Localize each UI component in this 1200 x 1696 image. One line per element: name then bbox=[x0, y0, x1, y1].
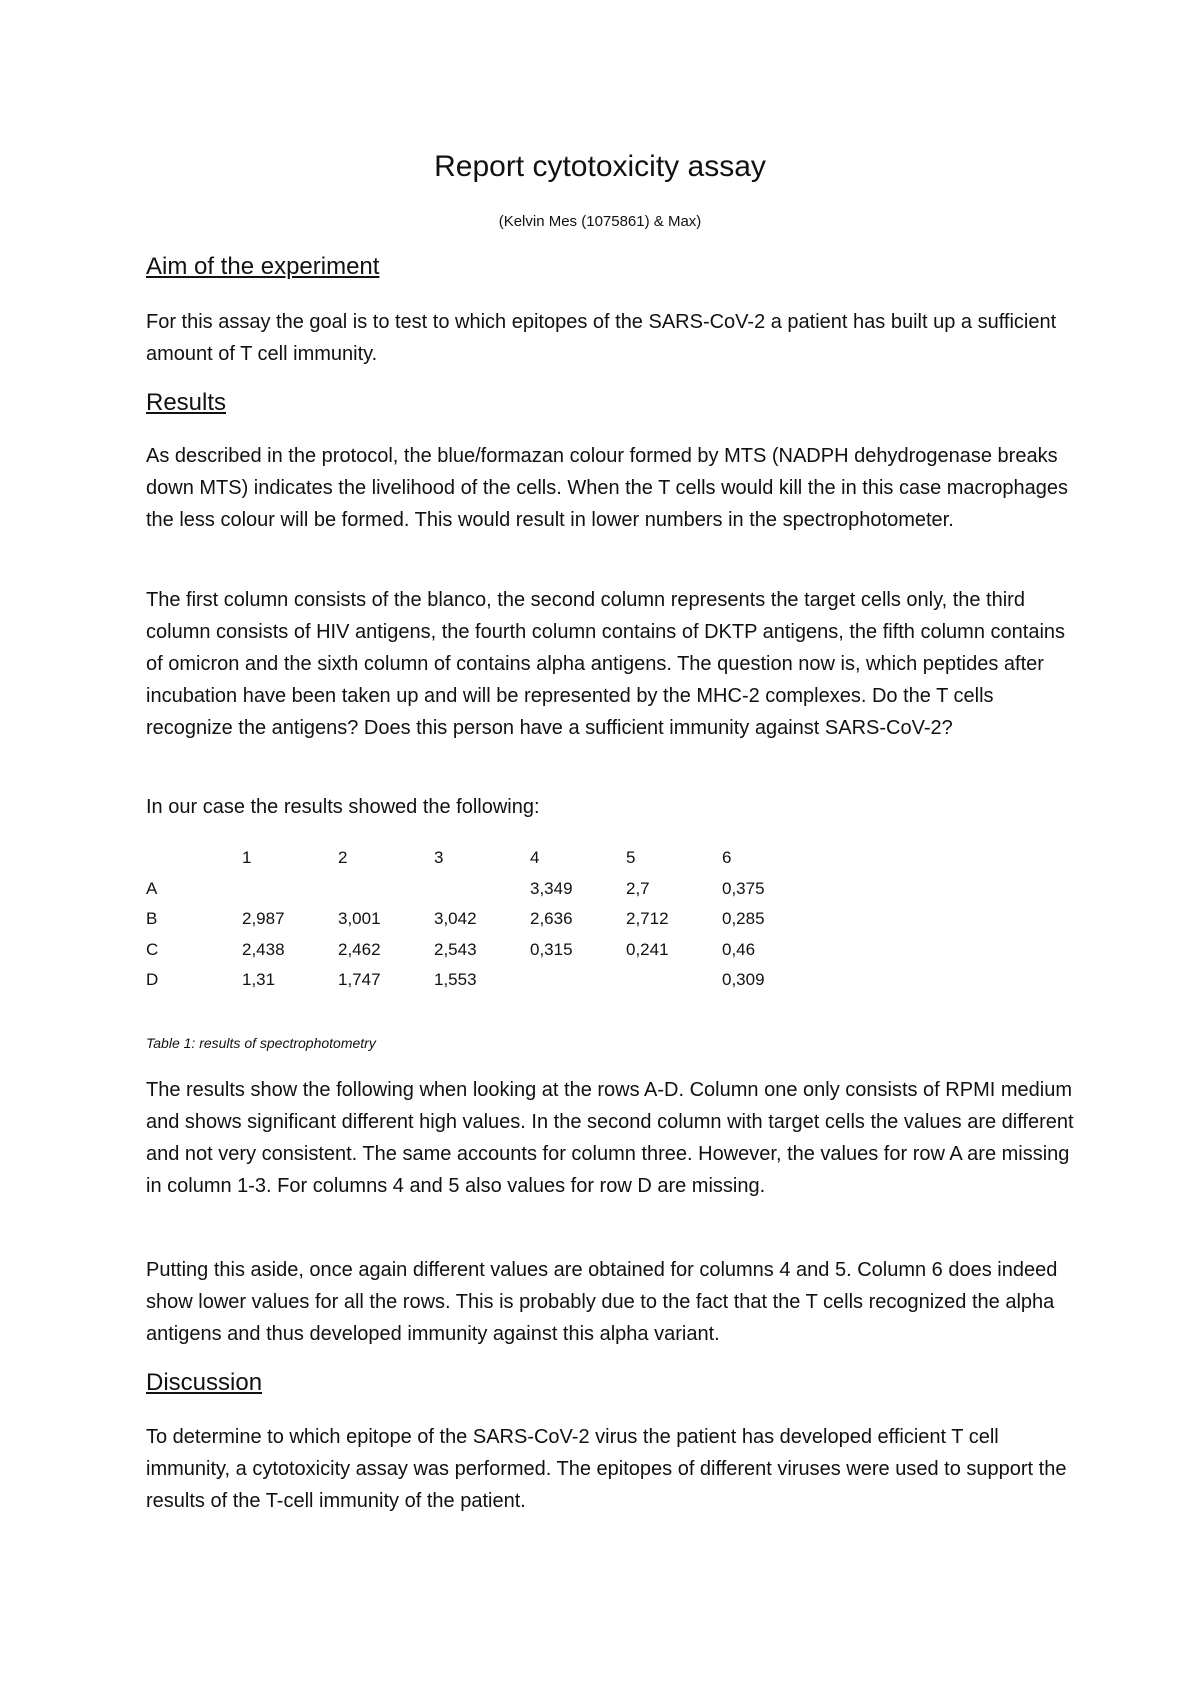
table-cell: 1,31 bbox=[242, 970, 276, 990]
table-cell: 3,001 bbox=[338, 909, 381, 929]
results-table bbox=[140, 843, 812, 996]
table-cell: 0,285 bbox=[722, 909, 765, 929]
table-cell: 3,042 bbox=[434, 909, 477, 929]
results-paragraph-4: The results show the following when looking at the rows A-D. Column one only consists of RPMI medium and shows significant different high values. In the second column with target cells the values are different and not very consistent. The same accounts for column three. However, the values for row A are missing in column 1-3. For columns 4 and 5 also values for row D are missing. bbox=[146, 1079, 1074, 1197]
table-cell bbox=[620, 965, 716, 996]
row-label: C bbox=[146, 939, 159, 959]
results-paragraph-1: As described in the protocol, the blue/formazan colour formed by MTS (NADPH dehydrogenase breaks down MTS) indicates the livelihood of the cells. When the T cells would kill the in this case macrophages the less colour will be formed. This would result in lower numbers in the spectrophotometer. bbox=[146, 445, 1068, 531]
table-cell: 2,636 bbox=[530, 909, 573, 929]
column-header: 1 bbox=[242, 848, 252, 868]
table-cell: 2,987 bbox=[242, 909, 285, 929]
table-cell bbox=[332, 874, 428, 905]
table-cell: 1,747 bbox=[338, 970, 381, 990]
page-title: Report cytotoxicity assay bbox=[434, 150, 766, 183]
aim-heading: Aim of the experiment bbox=[146, 253, 380, 280]
table-header-row bbox=[140, 843, 812, 874]
table-cell: 2,7 bbox=[626, 878, 650, 898]
discussion-paragraph: To determine to which epitope of the SARS-CoV-2 virus the patient has developed efficient T cell immunity, a cytotoxicity assay was performed. The epitopes of different viruses were used to support the results of the T-cell immunity of the patient. bbox=[146, 1426, 1067, 1512]
table-cell: 2,543 bbox=[434, 939, 477, 959]
table-cell: 2,712 bbox=[626, 909, 669, 929]
discussion-heading: Discussion bbox=[146, 1369, 263, 1396]
table-row bbox=[140, 904, 812, 935]
table-row bbox=[140, 935, 812, 966]
row-label: D bbox=[146, 970, 159, 990]
column-header: 6 bbox=[722, 848, 732, 868]
table-cell: 0,46 bbox=[722, 939, 756, 959]
table-corner-cell bbox=[140, 843, 236, 874]
column-header: 3 bbox=[434, 848, 444, 868]
table-cell bbox=[428, 874, 524, 905]
table-cell: 3,349 bbox=[530, 878, 573, 898]
table-cell bbox=[524, 965, 620, 996]
results-lead-text: In our case the results showed the following: bbox=[146, 796, 540, 818]
results-paragraph-2: The first column consists of the blanco, the second column represents the target cells only, the third column consists of HIV antigens, the fourth column contains of DKTP antigens, the fifth column contains of omicron and the sixth column of contains alpha antigens. The question now is, which peptides after incubation have been taken up and will be represented by the MHC-2 complexes. Do the T cells recognize the antigens? Does this person have a sufficient immunity against SARS-CoV-2? bbox=[146, 589, 1066, 739]
results-paragraph-5: Putting this aside, once again different values are obtained for columns 4 and 5. Column 6 does indeed show lower values for all the rows. This is probably due to the fact that the T cells recognized the alpha antigens and thus developed immunity against this alpha variant. bbox=[146, 1259, 1058, 1345]
table-row bbox=[140, 965, 812, 996]
table-cell: 1,553 bbox=[434, 970, 477, 990]
aim-paragraph: For this assay the goal is to test to which epitopes of the SARS-CoV-2 a patient has built up a sufficient amount of T cell immunity. bbox=[146, 311, 1057, 365]
table-cell: 0,315 bbox=[530, 939, 573, 959]
row-label: B bbox=[146, 909, 158, 929]
authors-line: (Kelvin Mes (1075861) & Max) bbox=[498, 213, 702, 230]
table-cell: 2,438 bbox=[242, 939, 285, 959]
row-label: A bbox=[146, 878, 158, 898]
column-header: 4 bbox=[530, 848, 540, 868]
table-cell: 2,462 bbox=[338, 939, 381, 959]
table-cell: 0,309 bbox=[722, 970, 765, 990]
table-cell: 0,375 bbox=[722, 878, 765, 898]
column-header: 5 bbox=[626, 848, 636, 868]
table-row bbox=[140, 874, 812, 905]
table-cell bbox=[236, 874, 332, 905]
results-heading: Results bbox=[146, 389, 227, 416]
column-header: 2 bbox=[338, 848, 348, 868]
table-caption: Table 1: results of spectrophotometry bbox=[146, 1035, 376, 1051]
table-cell: 0,241 bbox=[626, 939, 669, 959]
